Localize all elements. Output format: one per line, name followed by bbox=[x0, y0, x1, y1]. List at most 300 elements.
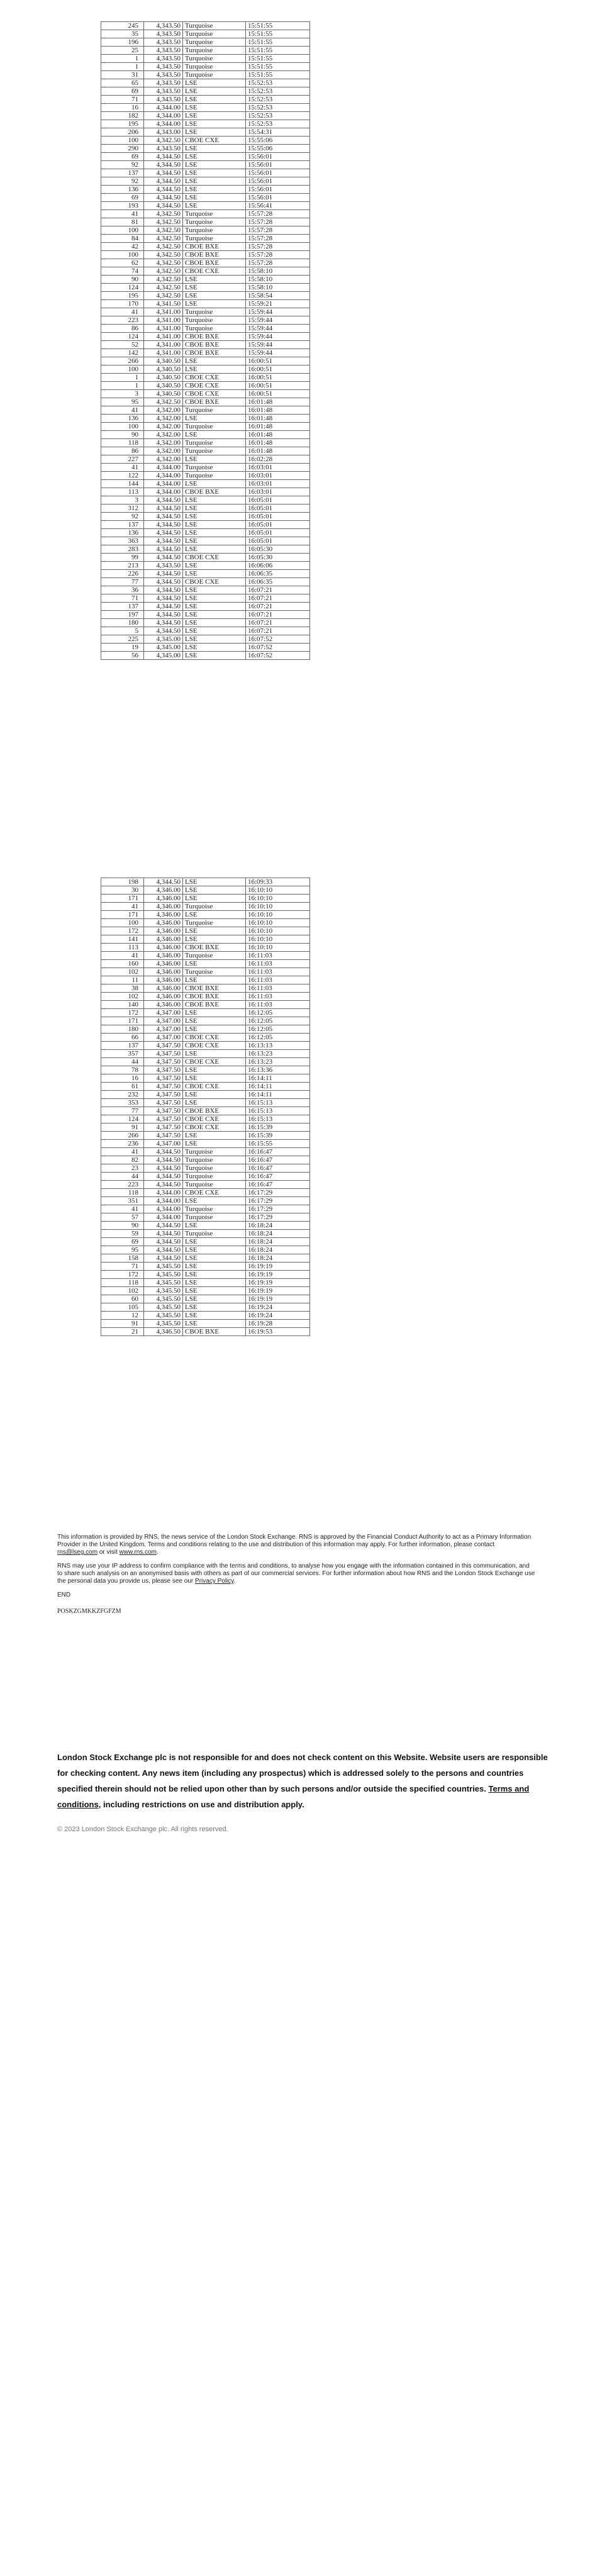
volume-cell: 12 bbox=[101, 1312, 144, 1320]
time-cell: 16:07:52 bbox=[246, 644, 310, 652]
time-cell: 16:09:33 bbox=[246, 878, 310, 886]
volume-cell: 357 bbox=[101, 1050, 144, 1058]
volume-cell: 136 bbox=[101, 529, 144, 537]
time-cell: 16:18:24 bbox=[246, 1238, 310, 1246]
volume-cell: 41 bbox=[101, 903, 144, 911]
venue-cell: LSE bbox=[183, 529, 246, 537]
price-cell: 4,345.50 bbox=[144, 1303, 183, 1312]
time-cell: 16:00:51 bbox=[246, 382, 310, 390]
price-cell: 4,344.50 bbox=[144, 611, 183, 619]
price-cell: 4,341.00 bbox=[144, 316, 183, 325]
venue-cell: CBOE CXE bbox=[183, 1034, 246, 1042]
time-cell: 16:00:51 bbox=[246, 390, 310, 398]
price-cell: 4,344.50 bbox=[144, 1238, 183, 1246]
table-row bbox=[101, 1099, 310, 1107]
venue-cell: LSE bbox=[183, 1279, 246, 1287]
venue-cell: Turquoise bbox=[183, 308, 246, 316]
volume-cell: 100 bbox=[101, 365, 144, 374]
time-cell: 15:56:41 bbox=[246, 202, 310, 210]
time-cell: 16:19:19 bbox=[246, 1263, 310, 1271]
time-cell: 16:17:29 bbox=[246, 1189, 310, 1197]
volume-cell: 141 bbox=[101, 935, 144, 944]
venue-cell: Turquoise bbox=[183, 439, 246, 447]
time-cell: 16:15:55 bbox=[246, 1140, 310, 1148]
table-row bbox=[101, 1238, 310, 1246]
volume-cell: 90 bbox=[101, 1222, 144, 1230]
end-marker: END bbox=[57, 1592, 71, 1598]
time-cell: 16:10:10 bbox=[246, 935, 310, 944]
price-cell: 4,344.50 bbox=[144, 1173, 183, 1181]
volume-cell: 206 bbox=[101, 128, 144, 137]
venue-cell: Turquoise bbox=[183, 325, 246, 333]
table-row bbox=[101, 1328, 310, 1336]
volume-cell: 195 bbox=[101, 120, 144, 128]
time-cell: 16:12:05 bbox=[246, 1025, 310, 1034]
time-cell: 16:10:10 bbox=[246, 886, 310, 895]
volume-cell: 171 bbox=[101, 911, 144, 919]
table-row bbox=[101, 911, 310, 919]
table-row bbox=[101, 960, 310, 968]
venue-cell: CBOE BXE bbox=[183, 349, 246, 357]
venue-cell: CBOE CXE bbox=[183, 578, 246, 586]
venue-cell: LSE bbox=[183, 1287, 246, 1295]
table-row bbox=[101, 161, 310, 169]
venue-cell: LSE bbox=[183, 619, 246, 627]
price-cell: 4,347.50 bbox=[144, 1132, 183, 1140]
time-cell: 16:15:13 bbox=[246, 1099, 310, 1107]
venue-cell: LSE bbox=[183, 1009, 246, 1017]
price-cell: 4,343.50 bbox=[144, 55, 183, 63]
time-cell: 16:03:01 bbox=[246, 488, 310, 496]
venue-cell: LSE bbox=[183, 1312, 246, 1320]
price-cell: 4,344.50 bbox=[144, 1181, 183, 1189]
volume-cell: 41 bbox=[101, 210, 144, 218]
venue-cell: Turquoise bbox=[183, 919, 246, 927]
volume-cell: 71 bbox=[101, 96, 144, 104]
venue-cell: CBOE BXE bbox=[183, 251, 246, 259]
price-cell: 4,342.50 bbox=[144, 137, 183, 145]
price-cell: 4,344.50 bbox=[144, 1156, 183, 1164]
time-cell: 16:00:51 bbox=[246, 357, 310, 365]
table-row bbox=[101, 96, 310, 104]
time-cell: 16:07:52 bbox=[246, 652, 310, 660]
price-cell: 4,344.50 bbox=[144, 521, 183, 529]
table-row bbox=[101, 47, 310, 55]
volume-cell: 11 bbox=[101, 976, 144, 984]
price-cell: 4,347.50 bbox=[144, 1124, 183, 1132]
time-cell: 16:16:47 bbox=[246, 1164, 310, 1173]
volume-cell: 31 bbox=[101, 71, 144, 79]
venue-cell: CBOE CXE bbox=[183, 374, 246, 382]
volume-cell: 136 bbox=[101, 415, 144, 423]
venue-cell: LSE bbox=[183, 79, 246, 87]
time-cell: 15:51:55 bbox=[246, 30, 310, 38]
volume-cell: 137 bbox=[101, 1042, 144, 1050]
volume-cell: 102 bbox=[101, 993, 144, 1001]
table-row bbox=[101, 1254, 310, 1263]
price-cell: 4,346.00 bbox=[144, 952, 183, 960]
time-cell: 16:13:13 bbox=[246, 1042, 310, 1050]
rns-disclaimer bbox=[57, 1534, 535, 1605]
time-cell: 16:10:10 bbox=[246, 919, 310, 927]
time-cell: 16:05:01 bbox=[246, 496, 310, 505]
volume-cell: 213 bbox=[101, 562, 144, 570]
volume-cell: 36 bbox=[101, 586, 144, 594]
venue-cell: LSE bbox=[183, 976, 246, 984]
price-cell: 4,342.00 bbox=[144, 439, 183, 447]
venue-cell: CBOE CXE bbox=[183, 1124, 246, 1132]
table-row bbox=[101, 472, 310, 480]
table-row bbox=[101, 1156, 310, 1164]
volume-cell: 198 bbox=[101, 878, 144, 886]
table-row bbox=[101, 186, 310, 194]
venue-cell: LSE bbox=[183, 1320, 246, 1328]
table-row bbox=[101, 267, 310, 276]
price-cell: 4,341.00 bbox=[144, 325, 183, 333]
privacy-policy-link[interactable]: Privacy Policy bbox=[195, 1578, 234, 1585]
venue-cell: LSE bbox=[183, 1091, 246, 1099]
volume-cell: 95 bbox=[101, 398, 144, 406]
table-row bbox=[101, 177, 310, 186]
time-cell: 15:58:10 bbox=[246, 284, 310, 292]
price-cell: 4,344.50 bbox=[144, 513, 183, 521]
time-cell: 15:51:55 bbox=[246, 38, 310, 47]
table-row bbox=[101, 488, 310, 496]
venue-cell: Turquoise bbox=[183, 472, 246, 480]
volume-cell: 144 bbox=[101, 480, 144, 488]
time-cell: 15:59:21 bbox=[246, 300, 310, 308]
price-cell: 4,341.00 bbox=[144, 341, 183, 349]
table-row bbox=[101, 1017, 310, 1025]
price-cell: 4,342.00 bbox=[144, 447, 183, 455]
volume-cell: 25 bbox=[101, 47, 144, 55]
time-cell: 16:11:03 bbox=[246, 976, 310, 984]
venue-cell: CBOE BXE bbox=[183, 984, 246, 993]
volume-cell: 172 bbox=[101, 1009, 144, 1017]
volume-cell: 38 bbox=[101, 984, 144, 993]
venue-cell: LSE bbox=[183, 104, 246, 112]
venue-cell: CBOE CXE bbox=[183, 1058, 246, 1066]
price-cell: 4,342.50 bbox=[144, 243, 183, 251]
volume-cell: 41 bbox=[101, 1148, 144, 1156]
table-row bbox=[101, 1230, 310, 1238]
time-cell: 16:10:10 bbox=[246, 903, 310, 911]
venue-cell: LSE bbox=[183, 112, 246, 120]
table-row bbox=[101, 1263, 310, 1271]
price-cell: 4,340.50 bbox=[144, 390, 183, 398]
volume-cell: 245 bbox=[101, 22, 144, 30]
price-cell: 4,344.50 bbox=[144, 570, 183, 578]
time-cell: 16:14:11 bbox=[246, 1074, 310, 1083]
price-cell: 4,344.50 bbox=[144, 496, 183, 505]
time-cell: 16:03:01 bbox=[246, 464, 310, 472]
table-row bbox=[101, 464, 310, 472]
time-cell: 15:51:55 bbox=[246, 55, 310, 63]
table-row bbox=[101, 22, 310, 30]
volume-cell: 236 bbox=[101, 1140, 144, 1148]
price-cell: 4,346.00 bbox=[144, 976, 183, 984]
venue-cell: CBOE BXE bbox=[183, 333, 246, 341]
volume-cell: 118 bbox=[101, 439, 144, 447]
volume-cell: 86 bbox=[101, 447, 144, 455]
volume-cell: 81 bbox=[101, 218, 144, 226]
time-cell: 15:58:10 bbox=[246, 276, 310, 284]
venue-cell: CBOE CXE bbox=[183, 382, 246, 390]
volume-cell: 226 bbox=[101, 570, 144, 578]
table-row bbox=[101, 284, 310, 292]
time-cell: 15:51:55 bbox=[246, 63, 310, 71]
rns-website-link[interactable]: www.rns.com bbox=[119, 1549, 157, 1556]
time-cell: 15:56:01 bbox=[246, 186, 310, 194]
table-row bbox=[101, 1009, 310, 1017]
price-cell: 4,347.00 bbox=[144, 1009, 183, 1017]
venue-cell: LSE bbox=[183, 1066, 246, 1074]
volume-cell: 30 bbox=[101, 886, 144, 895]
volume-cell: 363 bbox=[101, 537, 144, 545]
venue-cell: LSE bbox=[183, 145, 246, 153]
time-cell: 16:05:30 bbox=[246, 554, 310, 562]
price-cell: 4,342.00 bbox=[144, 455, 183, 464]
table-row bbox=[101, 496, 310, 505]
venue-cell: Turquoise bbox=[183, 71, 246, 79]
time-cell: 16:19:19 bbox=[246, 1295, 310, 1303]
venue-cell: LSE bbox=[183, 594, 246, 603]
time-cell: 15:59:44 bbox=[246, 349, 310, 357]
time-cell: 16:19:19 bbox=[246, 1271, 310, 1279]
venue-cell: CBOE BXE bbox=[183, 341, 246, 349]
price-cell: 4,343.00 bbox=[144, 128, 183, 137]
table-row bbox=[101, 1025, 310, 1034]
time-cell: 15:56:01 bbox=[246, 161, 310, 169]
price-cell: 4,344.50 bbox=[144, 169, 183, 177]
time-cell: 16:19:19 bbox=[246, 1287, 310, 1295]
volume-cell: 77 bbox=[101, 578, 144, 586]
rns-privacy-paragraph: RNS may use your IP address to confirm compliance with the terms and conditions, to analyse how you engage with the information contained in this communication, and to share such analysis on an anonymised basis with others as part of our commercial services. For further information about how RNS and the London Stock Exchange use the personal data you provide us, please see our Privacy Policy. bbox=[57, 1563, 535, 1585]
table-row bbox=[101, 993, 310, 1001]
rns-email-link[interactable]: rns@lseg.com bbox=[57, 1549, 98, 1556]
venue-cell: LSE bbox=[183, 120, 246, 128]
table-row bbox=[101, 1148, 310, 1156]
table-row bbox=[101, 169, 310, 177]
table-row bbox=[101, 235, 310, 243]
price-cell: 4,343.50 bbox=[144, 145, 183, 153]
lse-responsibility-notice: London Stock Exchange plc is not responsible for and does not check content on this Website. Website users are responsible for checking content. Any news item (including any prospectus) which is addressed solely to the persons and countries specified therein should not be relied upon other than by such persons and/or outside the specified countries. Terms and conditions, including restrictions on use and distribution apply. bbox=[57, 1753, 548, 1809]
time-cell: 16:11:03 bbox=[246, 993, 310, 1001]
price-cell: 4,346.00 bbox=[144, 993, 183, 1001]
venue-cell: CBOE BXE bbox=[183, 1328, 246, 1336]
volume-cell: 77 bbox=[101, 1107, 144, 1115]
time-cell: 16:19:24 bbox=[246, 1312, 310, 1320]
venue-cell: LSE bbox=[183, 1303, 246, 1312]
price-cell: 4,347.50 bbox=[144, 1091, 183, 1099]
table-row bbox=[101, 30, 310, 38]
price-cell: 4,346.50 bbox=[144, 1328, 183, 1336]
time-cell: 15:58:54 bbox=[246, 292, 310, 300]
price-cell: 4,342.50 bbox=[144, 276, 183, 284]
volume-cell: 283 bbox=[101, 545, 144, 554]
table-row bbox=[101, 104, 310, 112]
time-cell: 15:52:53 bbox=[246, 112, 310, 120]
venue-cell: CBOE BXE bbox=[183, 243, 246, 251]
volume-cell: 65 bbox=[101, 79, 144, 87]
venue-cell: LSE bbox=[183, 365, 246, 374]
volume-cell: 113 bbox=[101, 488, 144, 496]
table-row bbox=[101, 1132, 310, 1140]
venue-cell: LSE bbox=[183, 895, 246, 903]
venue-cell: LSE bbox=[183, 177, 246, 186]
volume-cell: 61 bbox=[101, 1083, 144, 1091]
table-row bbox=[101, 505, 310, 513]
price-cell: 4,342.50 bbox=[144, 284, 183, 292]
table-row bbox=[101, 927, 310, 935]
table-row bbox=[101, 226, 310, 235]
table-row bbox=[101, 1091, 310, 1099]
price-cell: 4,343.50 bbox=[144, 96, 183, 104]
venue-cell: CBOE BXE bbox=[183, 1001, 246, 1009]
table-row bbox=[101, 415, 310, 423]
price-cell: 4,344.00 bbox=[144, 120, 183, 128]
volume-cell: 100 bbox=[101, 919, 144, 927]
table-row bbox=[101, 1246, 310, 1254]
venue-cell: LSE bbox=[183, 935, 246, 944]
time-cell: 16:17:29 bbox=[246, 1213, 310, 1222]
price-cell: 4,344.50 bbox=[144, 1230, 183, 1238]
table-row bbox=[101, 619, 310, 627]
venue-cell: LSE bbox=[183, 886, 246, 895]
table-row bbox=[101, 537, 310, 545]
price-cell: 4,344.50 bbox=[144, 186, 183, 194]
table-row bbox=[101, 1050, 310, 1058]
price-cell: 4,344.50 bbox=[144, 1222, 183, 1230]
price-cell: 4,343.50 bbox=[144, 47, 183, 55]
time-cell: 15:51:55 bbox=[246, 71, 310, 79]
price-cell: 4,344.50 bbox=[144, 619, 183, 627]
table-row bbox=[101, 554, 310, 562]
volume-cell: 227 bbox=[101, 455, 144, 464]
price-cell: 4,341.00 bbox=[144, 333, 183, 341]
time-cell: 16:12:05 bbox=[246, 1034, 310, 1042]
time-cell: 16:06:35 bbox=[246, 578, 310, 586]
venue-cell: CBOE CXE bbox=[183, 1189, 246, 1197]
price-cell: 4,341.50 bbox=[144, 300, 183, 308]
time-cell: 15:58:10 bbox=[246, 267, 310, 276]
time-cell: 16:01:48 bbox=[246, 447, 310, 455]
venue-cell: LSE bbox=[183, 161, 246, 169]
volume-cell: 78 bbox=[101, 1066, 144, 1074]
venue-cell: LSE bbox=[183, 586, 246, 594]
venue-cell: Turquoise bbox=[183, 1213, 246, 1222]
table-row bbox=[101, 480, 310, 488]
time-cell: 16:18:24 bbox=[246, 1246, 310, 1254]
venue-cell: Turquoise bbox=[183, 316, 246, 325]
table-row bbox=[101, 968, 310, 976]
volume-cell: 69 bbox=[101, 1238, 144, 1246]
table-row bbox=[101, 935, 310, 944]
price-cell: 4,345.50 bbox=[144, 1271, 183, 1279]
time-cell: 16:01:48 bbox=[246, 415, 310, 423]
terms-and-conditions-link[interactable]: Terms and conditions, bbox=[57, 1784, 530, 1809]
price-cell: 4,345.00 bbox=[144, 652, 183, 660]
time-cell: 16:05:01 bbox=[246, 537, 310, 545]
price-cell: 4,346.00 bbox=[144, 895, 183, 903]
time-cell: 16:13:23 bbox=[246, 1058, 310, 1066]
price-cell: 4,344.50 bbox=[144, 586, 183, 594]
time-cell: 16:12:05 bbox=[246, 1017, 310, 1025]
venue-cell: LSE bbox=[183, 627, 246, 635]
price-cell: 4,344.00 bbox=[144, 488, 183, 496]
table-row bbox=[101, 627, 310, 635]
volume-cell: 223 bbox=[101, 1181, 144, 1189]
venue-cell: LSE bbox=[183, 1099, 246, 1107]
venue-cell: Turquoise bbox=[183, 218, 246, 226]
venue-cell: CBOE CXE bbox=[183, 554, 246, 562]
venue-cell: LSE bbox=[183, 1025, 246, 1034]
table-row bbox=[101, 594, 310, 603]
time-cell: 15:52:53 bbox=[246, 96, 310, 104]
table-row bbox=[101, 570, 310, 578]
time-cell: 15:56:01 bbox=[246, 194, 310, 202]
price-cell: 4,345.50 bbox=[144, 1263, 183, 1271]
table-row bbox=[101, 1042, 310, 1050]
volume-cell: 44 bbox=[101, 1058, 144, 1066]
table-row bbox=[101, 63, 310, 71]
time-cell: 16:01:48 bbox=[246, 431, 310, 439]
time-cell: 15:55:06 bbox=[246, 145, 310, 153]
venue-cell: LSE bbox=[183, 1197, 246, 1205]
table-row bbox=[101, 423, 310, 431]
venue-cell: Turquoise bbox=[183, 1173, 246, 1181]
price-cell: 4,344.50 bbox=[144, 529, 183, 537]
time-cell: 15:56:01 bbox=[246, 177, 310, 186]
venue-cell: Turquoise bbox=[183, 1156, 246, 1164]
table-row bbox=[101, 251, 310, 259]
table-row bbox=[101, 944, 310, 952]
price-cell: 4,346.00 bbox=[144, 903, 183, 911]
price-cell: 4,344.50 bbox=[144, 594, 183, 603]
price-cell: 4,345.50 bbox=[144, 1287, 183, 1295]
venue-cell: LSE bbox=[183, 1271, 246, 1279]
volume-cell: 100 bbox=[101, 137, 144, 145]
table-row bbox=[101, 1222, 310, 1230]
table-row bbox=[101, 952, 310, 960]
price-cell: 4,343.50 bbox=[144, 71, 183, 79]
table-row bbox=[101, 406, 310, 415]
price-cell: 4,343.50 bbox=[144, 562, 183, 570]
volume-cell: 69 bbox=[101, 87, 144, 96]
table-row bbox=[101, 529, 310, 537]
volume-cell: 136 bbox=[101, 186, 144, 194]
price-cell: 4,344.50 bbox=[144, 578, 183, 586]
volume-cell: 140 bbox=[101, 1001, 144, 1009]
table-row bbox=[101, 341, 310, 349]
table-row bbox=[101, 886, 310, 895]
table-row bbox=[101, 878, 310, 886]
volume-cell: 193 bbox=[101, 202, 144, 210]
price-cell: 4,346.00 bbox=[144, 960, 183, 968]
volume-cell: 142 bbox=[101, 349, 144, 357]
time-cell: 16:16:47 bbox=[246, 1173, 310, 1181]
time-cell: 16:14:11 bbox=[246, 1083, 310, 1091]
price-cell: 4,347.50 bbox=[144, 1058, 183, 1066]
venue-cell: LSE bbox=[183, 878, 246, 886]
table-row bbox=[101, 1205, 310, 1213]
copyright-notice: © 2023 London Stock Exchange plc. All rights reserved. bbox=[57, 1826, 228, 1833]
venue-cell: LSE bbox=[183, 87, 246, 96]
price-cell: 4,344.00 bbox=[144, 1213, 183, 1222]
table-row bbox=[101, 202, 310, 210]
table-row bbox=[101, 1173, 310, 1181]
venue-cell: LSE bbox=[183, 1140, 246, 1148]
